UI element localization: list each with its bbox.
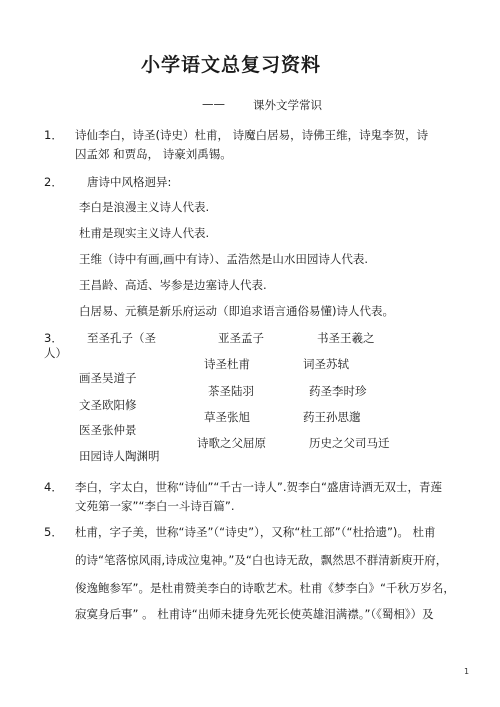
sage-confucius: 至圣孔子（圣 — [87, 331, 156, 345]
section-3-number: 3． — [44, 331, 63, 345]
section-2-item: 王维（诗中有画,画中有诗）、孟浩然是山水田园诗人代表. — [79, 252, 369, 266]
section-2-number: 2． — [44, 175, 63, 189]
section-4-line-2: 文苑第一家”“李白一斗诗百篇”. — [75, 499, 235, 513]
section-4-line-1: 李白，字太白，世称“诗仙”“千古一诗人”.贺李白“盛唐诗酒无双士，青莲 — [75, 480, 442, 494]
section-2-heading: 唐诗中风格迥异: — [87, 175, 172, 189]
sage-left-item: 画圣吴道子 — [79, 371, 137, 385]
sage-right-item: 词圣苏轼 — [303, 357, 349, 371]
sage-right-item: 历史之父司马迁 — [309, 436, 390, 450]
section-4-number: 4． — [44, 480, 63, 494]
sage-right-item: 药圣李时珍 — [309, 384, 367, 398]
section-1-number: 1． — [44, 128, 63, 142]
sage-left-item: 医圣张仲景 — [79, 423, 137, 437]
sage-confucius-cont: 人） — [44, 346, 67, 360]
sage-mid-item: 诗歌之父屈原 — [197, 436, 266, 450]
section-5-line-3: 俊逸鲍参军”。是杜甫赞美李白的诗歌艺术。杜甫《梦李白》“千秋万岁名， — [75, 581, 455, 595]
sage-left-item: 田园诗人陶渊明 — [79, 449, 160, 463]
section-2-item: 白居易、元稹是新乐府运动（即追求语言通俗易懂)诗人代表。 — [79, 304, 394, 318]
sage-mid-item: 茶圣陆羽 — [208, 384, 254, 398]
section-5-line-2: 的诗“笔落惊风雨,诗成泣鬼神。”及“白也诗无敌，飘然思不群清新庾开府， — [75, 553, 448, 567]
section-1-line-1: 诗仙李白，诗圣(诗史）杜甫， 诗魔白居易，诗佛王维，诗鬼李贺，诗 — [75, 128, 429, 142]
sage-mencius: 亚圣孟子 — [218, 331, 264, 345]
page-number: 1 — [464, 667, 470, 676]
section-1-line-2: 囚孟郊 和贾岛， 诗豪刘禹锡。 — [75, 147, 232, 161]
sage-right-item: 药王孙思邈 — [303, 410, 361, 424]
subtitle: 课外文学常识 — [253, 98, 322, 112]
sage-mid-item: 诗圣杜甫 — [204, 357, 250, 371]
sage-mid-item: 草圣张旭 — [204, 410, 250, 424]
section-5-line-1: 杜甫，字子美，世称“诗圣”（“诗史”），又称“杜工部”（“杜拾遗”)。 杜甫 — [75, 525, 436, 539]
subtitle-dash: —— — [202, 97, 225, 111]
section-5-number: 5． — [44, 525, 63, 539]
section-5-line-4: 寂寞身后事” 。 杜甫诗“出师未捷身先死长使英雄泪满襟。”（《蜀相》）及 — [75, 607, 434, 621]
sage-calligraphy: 书圣王羲之 — [317, 331, 375, 345]
page-title: 小学语文总复习资料 — [141, 54, 322, 76]
section-2-item: 王昌龄、高适、岑参是边塞诗人代表. — [79, 278, 267, 292]
sage-left-item: 文圣欧阳修 — [79, 398, 137, 412]
section-2-item: 李白是浪漫主义诗人代表. — [79, 200, 210, 214]
section-2-item: 杜甫是现实主义诗人代表. — [79, 226, 210, 240]
